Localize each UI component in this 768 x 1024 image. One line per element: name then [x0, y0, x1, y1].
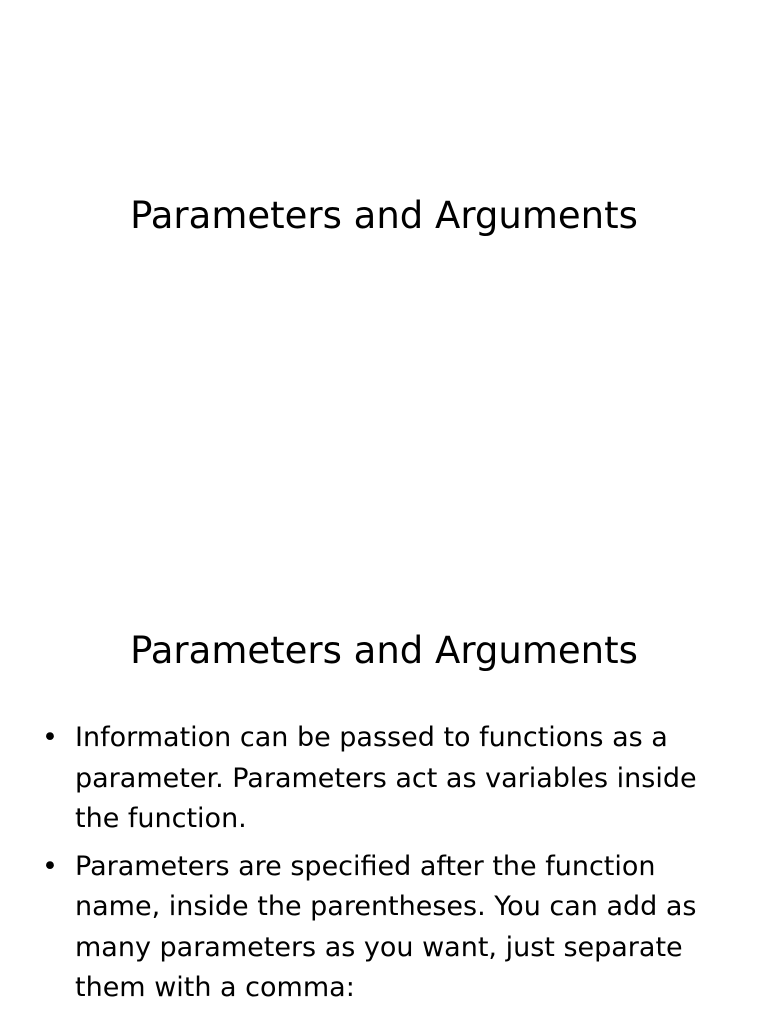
bullet-item — [42, 847, 732, 1009]
bullet-text: Information can be passed to functions as a parameter. Parameters act as variables inside the function. — [75, 722, 697, 834]
bullet-icon: • — [42, 850, 58, 882]
slide-title: Parameters and Arguments — [130, 629, 638, 672]
bullet-item — [42, 718, 732, 840]
bullet-icon: • — [42, 722, 58, 753]
bullet-list — [42, 718, 732, 1016]
slide-2 — [0, 434, 768, 1024]
bullet-text: Parameters are specified after the function name, inside the parentheses. You can add as many parameters as you want, just separate them with a comma: — [75, 850, 697, 1003]
slide-title: Parameters and Arguments — [130, 194, 638, 237]
slide-1 — [0, 0, 768, 434]
